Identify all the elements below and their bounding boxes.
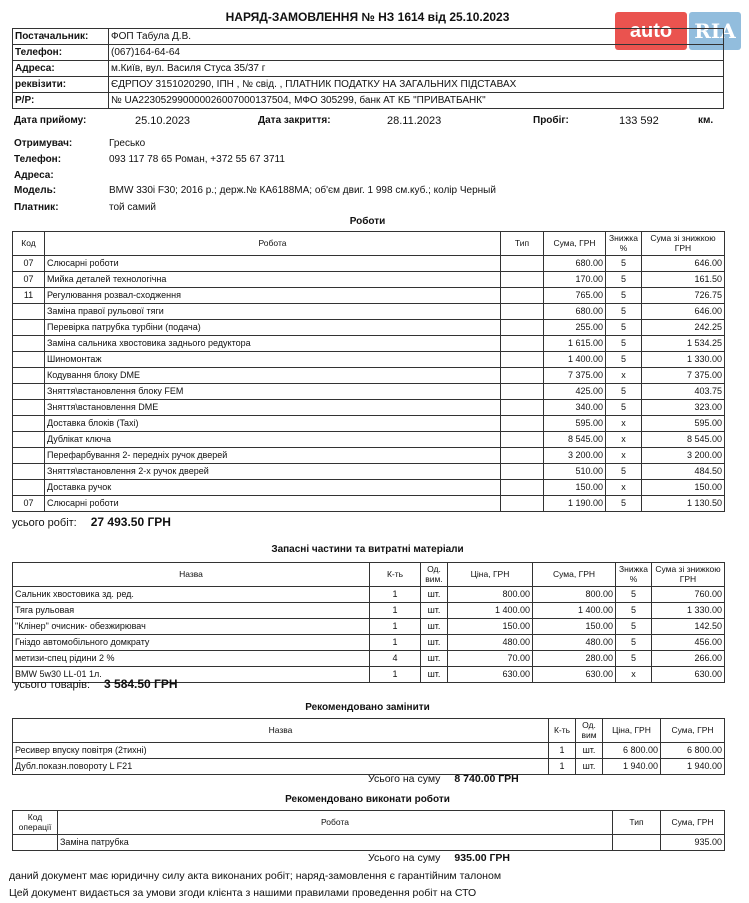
parts-cell-price: 480.00 [448, 635, 533, 651]
client-value: 093 117 78 65 Роман, +372 55 67 3711 [109, 154, 285, 165]
recommend-header-name: Робота [58, 811, 613, 835]
works-cell-name: Заміна сальника хвостовика заднього редуктора [45, 336, 501, 352]
recommend-title: Рекомендовано виконати роботи [285, 794, 450, 805]
works-cell-type [501, 480, 544, 496]
works-cell-sum: 680.00 [544, 304, 606, 320]
supplier-row [13, 93, 724, 109]
works-cell-total: 646.00 [642, 304, 725, 320]
works-cell-type [501, 352, 544, 368]
works-cell-total: 8 545.00 [642, 432, 725, 448]
works-header-sum: Сума, ГРН [544, 232, 606, 256]
parts-header-price: Ціна, ГРН [448, 563, 533, 587]
works-cell-name: Зняття\встановлення 2-х ручок дверей [45, 464, 501, 480]
parts-cell-unit: шт. [421, 619, 448, 635]
recommend-total: Усього на суму 935.00 ГРН [368, 852, 510, 864]
works-cell-name: Доставка ручок [45, 480, 501, 496]
works-cell-code: 07 [13, 272, 45, 288]
mileage-label: Пробіг: [533, 115, 569, 126]
parts-title: Запасні частини та витратні матеріали [271, 544, 464, 555]
replace-cell-unit: шт. [576, 743, 603, 759]
parts-cell-price: 150.00 [448, 619, 533, 635]
works-cell-type [501, 384, 544, 400]
received-label: Дата прийому: [14, 115, 87, 126]
table-row [13, 835, 725, 851]
parts-cell-total: 1 330.00 [652, 603, 725, 619]
parts-cell-disc: 5 [616, 619, 652, 635]
supplier-label: реквізити: [13, 77, 109, 93]
works-cell-total: 1 330.00 [642, 352, 725, 368]
works-cell-type [501, 448, 544, 464]
works-cell-disc: 5 [606, 304, 642, 320]
works-cell-code [13, 448, 45, 464]
works-cell-disc: x [606, 480, 642, 496]
works-cell-type [501, 336, 544, 352]
mileage-value: 133 592 [619, 115, 659, 127]
supplier-value: (067)164-64-64 [109, 45, 724, 61]
works-cell-total: 1 130.50 [642, 496, 725, 512]
footer-line-2: Цей документ видається за умови згоди клієнта з нашими правилами проведення робіт на СТО [9, 887, 477, 899]
replace-header-price: Ціна, ГРН [603, 719, 661, 743]
table-row [13, 288, 725, 304]
table-row [13, 352, 725, 368]
replace-cell-price: 6 800.00 [603, 743, 661, 759]
parts-cell-qty: 1 [370, 603, 421, 619]
works-cell-code [13, 400, 45, 416]
parts-cell-total: 760.00 [652, 587, 725, 603]
works-cell-name: Перевірка патрубка турбіни (подача) [45, 320, 501, 336]
works-cell-disc: x [606, 416, 642, 432]
table-row [13, 368, 725, 384]
table-row [13, 651, 725, 667]
supplier-label: Адреса: [13, 61, 109, 77]
closed-date: 28.11.2023 [387, 115, 442, 127]
table-row [13, 635, 725, 651]
parts-cell-price: 1 400.00 [448, 603, 533, 619]
works-cell-sum: 170.00 [544, 272, 606, 288]
recommend-cell-name: Заміна патрубка [58, 835, 613, 851]
works-cell-sum: 1 190.00 [544, 496, 606, 512]
replace-cell-price: 1 940.00 [603, 759, 661, 775]
table-row [13, 480, 725, 496]
parts-cell-disc: 5 [616, 603, 652, 619]
works-cell-type [501, 496, 544, 512]
replace-cell-sum: 1 940.00 [661, 759, 725, 775]
table-row [13, 619, 725, 635]
works-cell-sum: 340.00 [544, 400, 606, 416]
parts-cell-sum: 150.00 [533, 619, 616, 635]
supplier-row [13, 61, 724, 77]
parts-cell-unit: шт. [421, 587, 448, 603]
works-cell-code [13, 432, 45, 448]
table-row [13, 587, 725, 603]
parts-header-unit: Од. вим. [421, 563, 448, 587]
parts-cell-price: 800.00 [448, 587, 533, 603]
parts-cell-disc: x [616, 667, 652, 683]
works-cell-sum: 765.00 [544, 288, 606, 304]
works-cell-name: Дублікат ключа [45, 432, 501, 448]
works-cell-name: Слюсарні роботи [45, 256, 501, 272]
table-row [13, 272, 725, 288]
works-cell-sum: 425.00 [544, 384, 606, 400]
replace-cell-qty: 1 [549, 759, 576, 775]
works-cell-name: Заміна правої рульової тяги [45, 304, 501, 320]
supplier-label: Р/Р: [13, 93, 109, 109]
replace-cell-unit: шт. [576, 759, 603, 775]
recommend-cell-code [13, 835, 58, 851]
supplier-value: ФОП Табула Д.В. [109, 29, 724, 45]
works-cell-type [501, 368, 544, 384]
works-cell-disc: 5 [606, 352, 642, 368]
received-date: 25.10.2023 [135, 115, 191, 127]
works-cell-name: Доставка блоків (Taxi) [45, 416, 501, 432]
works-cell-name: Шиномонтаж [45, 352, 501, 368]
works-cell-sum: 150.00 [544, 480, 606, 496]
works-cell-code [13, 320, 45, 336]
works-cell-sum: 3 200.00 [544, 448, 606, 464]
works-cell-code [13, 480, 45, 496]
table-row [13, 400, 725, 416]
works-cell-type [501, 432, 544, 448]
works-cell-code [13, 368, 45, 384]
works-cell-total: 1 534.25 [642, 336, 725, 352]
parts-cell-qty: 1 [370, 635, 421, 651]
client-label: Отримувач: [14, 138, 73, 149]
works-cell-code: 07 [13, 256, 45, 272]
works-cell-sum: 255.00 [544, 320, 606, 336]
replace-header-qty: К-ть [549, 719, 576, 743]
parts-cell-price: 70.00 [448, 651, 533, 667]
works-cell-total: 595.00 [642, 416, 725, 432]
document-title: НАРЯД-ЗАМОВЛЕННЯ № НЗ 1614 від 25.10.2023 [225, 10, 510, 24]
works-cell-disc: 5 [606, 384, 642, 400]
parts-cell-unit: шт. [421, 651, 448, 667]
supplier-row [13, 77, 724, 93]
supplier-label: Телефон: [13, 45, 109, 61]
works-header-type: Тип [501, 232, 544, 256]
works-cell-disc: x [606, 448, 642, 464]
replace-cell-sum: 6 800.00 [661, 743, 725, 759]
parts-cell-name: метизи-спец рідини 2 % [13, 651, 370, 667]
replace-cell-name: Ресивер впуску повітря (2тихні) [13, 743, 549, 759]
works-cell-name: Мийка деталей технологічна [45, 272, 501, 288]
works-cell-disc: 5 [606, 464, 642, 480]
works-cell-disc: 5 [606, 288, 642, 304]
supplier-value: м.Київ, вул. Василя Стуса 35/37 г [109, 61, 724, 77]
client-value: той самий [109, 202, 157, 213]
works-cell-disc: 5 [606, 400, 642, 416]
works-cell-code: 07 [13, 496, 45, 512]
works-cell-sum: 7 375.00 [544, 368, 606, 384]
table-row [13, 496, 725, 512]
parts-header-name: Назва [13, 563, 370, 587]
replace-title: Рекомендовано замінити [305, 702, 430, 713]
parts-cell-name: Тяга рульовая [13, 603, 370, 619]
parts-header-total: Сума зі знижкою ГРН [652, 563, 725, 587]
parts-cell-price: 630.00 [448, 667, 533, 683]
parts-cell-disc: 5 [616, 651, 652, 667]
works-cell-type [501, 272, 544, 288]
parts-header-sum: Сума, ГРН [533, 563, 616, 587]
watermark-ria: RIA [689, 12, 741, 50]
works-cell-sum: 1 615.00 [544, 336, 606, 352]
works-cell-sum: 8 545.00 [544, 432, 606, 448]
parts-total: усього товарів: 3 584.50 ГРН [14, 677, 178, 691]
works-cell-disc: 5 [606, 272, 642, 288]
works-cell-name: Перефарбування 2- передніх ручок дверей [45, 448, 501, 464]
watermark-auto: auto [615, 12, 687, 50]
works-cell-code [13, 352, 45, 368]
parts-cell-sum: 800.00 [533, 587, 616, 603]
works-cell-total: 484.50 [642, 464, 725, 480]
supplier-row [13, 45, 724, 61]
parts-cell-total: 456.00 [652, 635, 725, 651]
works-cell-total: 726.75 [642, 288, 725, 304]
recommend-table [12, 810, 725, 851]
works-cell-code [13, 304, 45, 320]
works-cell-total: 3 200.00 [642, 448, 725, 464]
works-cell-disc: 5 [606, 496, 642, 512]
mileage-unit: км. [698, 115, 714, 126]
supplier-label: Постачальник: [13, 29, 109, 45]
works-cell-sum: 1 400.00 [544, 352, 606, 368]
client-value: BMW 330i F30; 2016 р.; держ.№ КА6188МА; об'єм двиг. 1 998 см.куб.; колір Черный [109, 185, 496, 196]
parts-cell-qty: 1 [370, 587, 421, 603]
parts-cell-name: "Клінер" очисник- обезжирювач [13, 619, 370, 635]
recommend-header-type: Тип [613, 811, 661, 835]
parts-cell-sum: 480.00 [533, 635, 616, 651]
works-cell-sum: 595.00 [544, 416, 606, 432]
table-row [13, 448, 725, 464]
supplier-value: ЄДРПОУ 3151020290, ІПН , № свід. , ПЛАТНИК ПОДАТКУ НА ЗАГАЛЬНИХ ПІДСТАВАХ [109, 77, 724, 93]
parts-header-qty: К-ть [370, 563, 421, 587]
recommend-header-code: Код операції [13, 811, 58, 835]
replace-cell-qty: 1 [549, 743, 576, 759]
closed-label: Дата закриття: [258, 115, 331, 126]
works-cell-total: 646.00 [642, 256, 725, 272]
works-cell-code [13, 384, 45, 400]
works-cell-type [501, 288, 544, 304]
works-cell-name: Слюсарні роботи [45, 496, 501, 512]
client-value: Гресько [109, 138, 146, 149]
table-row [13, 384, 725, 400]
works-cell-type [501, 304, 544, 320]
works-cell-type [501, 256, 544, 272]
works-cell-name: Зняття\встановлення DME [45, 400, 501, 416]
parts-cell-qty: 4 [370, 651, 421, 667]
works-cell-type [501, 320, 544, 336]
table-row [13, 743, 725, 759]
parts-cell-total: 266.00 [652, 651, 725, 667]
works-cell-code [13, 464, 45, 480]
table-row [13, 304, 725, 320]
parts-cell-unit: шт. [421, 635, 448, 651]
table-row [13, 603, 725, 619]
supplier-table [12, 28, 724, 109]
supplier-value: № UA223052990000026007000137504, МФО 305299, банк АТ КБ "ПРИВАТБАНК" [109, 93, 724, 109]
works-cell-type [501, 400, 544, 416]
parts-cell-sum: 280.00 [533, 651, 616, 667]
works-header-total: Сума зі знижкою ГРН [642, 232, 725, 256]
client-label: Модель: [14, 185, 57, 196]
replace-header-sum: Сума, ГРН [661, 719, 725, 743]
works-cell-total: 323.00 [642, 400, 725, 416]
parts-cell-disc: 5 [616, 587, 652, 603]
parts-cell-total: 630.00 [652, 667, 725, 683]
parts-header-discount: Знижка % [616, 563, 652, 587]
recommend-cell-type [613, 835, 661, 851]
works-cell-code [13, 416, 45, 432]
supplier-row [13, 29, 724, 45]
parts-cell-unit: шт. [421, 667, 448, 683]
table-row [13, 432, 725, 448]
table-row [13, 464, 725, 480]
table-row [13, 416, 725, 432]
replace-header-name: Назва [13, 719, 549, 743]
table-row [13, 256, 725, 272]
parts-cell-sum: 1 400.00 [533, 603, 616, 619]
works-cell-type [501, 464, 544, 480]
works-cell-name: Кодування блоку DME [45, 368, 501, 384]
works-total: усього робіт: 27 493.50 ГРН [12, 515, 171, 529]
works-cell-disc: 5 [606, 320, 642, 336]
replace-table [12, 718, 725, 775]
footer-line-1: даний документ має юридичну силу акта виконаних робіт; наряд-замовлення є гарантійним талоном [9, 870, 502, 882]
replace-header-unit: Од. вим [576, 719, 603, 743]
works-cell-total: 403.75 [642, 384, 725, 400]
parts-cell-total: 142.50 [652, 619, 725, 635]
works-cell-code: 11 [13, 288, 45, 304]
parts-cell-name: Сальник хвостовика зд. ред. [13, 587, 370, 603]
parts-cell-disc: 5 [616, 635, 652, 651]
works-title: Роботи [349, 216, 386, 227]
client-label: Телефон: [14, 154, 62, 165]
works-cell-sum: 680.00 [544, 256, 606, 272]
works-cell-type [501, 416, 544, 432]
works-cell-disc: 5 [606, 336, 642, 352]
works-cell-name: Зняття\встановлення блоку FEM [45, 384, 501, 400]
works-cell-total: 242.25 [642, 320, 725, 336]
client-label: Платник: [14, 202, 59, 213]
works-header-discount: Знижка % [606, 232, 642, 256]
parts-table [12, 562, 725, 683]
works-cell-total: 150.00 [642, 480, 725, 496]
parts-cell-qty: 1 [370, 619, 421, 635]
works-cell-disc: x [606, 368, 642, 384]
works-cell-disc: x [606, 432, 642, 448]
table-row [13, 320, 725, 336]
works-cell-code [13, 336, 45, 352]
works-table [12, 231, 725, 512]
parts-cell-name: BMW 5w30 LL-01 1л. [13, 667, 370, 683]
parts-cell-unit: шт. [421, 603, 448, 619]
works-header-name: Робота [45, 232, 501, 256]
recommend-header-sum: Сума, ГРН [661, 811, 725, 835]
parts-cell-name: Гніздо автомобільного домкрату [13, 635, 370, 651]
replace-total: Усього на суму 8 740.00 ГРН [368, 773, 519, 785]
recommend-cell-sum: 935.00 [661, 835, 725, 851]
parts-cell-qty: 1 [370, 667, 421, 683]
parts-cell-sum: 630.00 [533, 667, 616, 683]
works-cell-total: 161.50 [642, 272, 725, 288]
works-cell-name: Регулювання розвал-сходження [45, 288, 501, 304]
works-cell-disc: 5 [606, 256, 642, 272]
works-cell-total: 7 375.00 [642, 368, 725, 384]
table-row [13, 336, 725, 352]
replace-cell-name: Дубл.показн.повороту L F21 [13, 759, 549, 775]
works-cell-sum: 510.00 [544, 464, 606, 480]
works-header-code: Код [13, 232, 45, 256]
client-label: Адреса: [14, 170, 54, 181]
